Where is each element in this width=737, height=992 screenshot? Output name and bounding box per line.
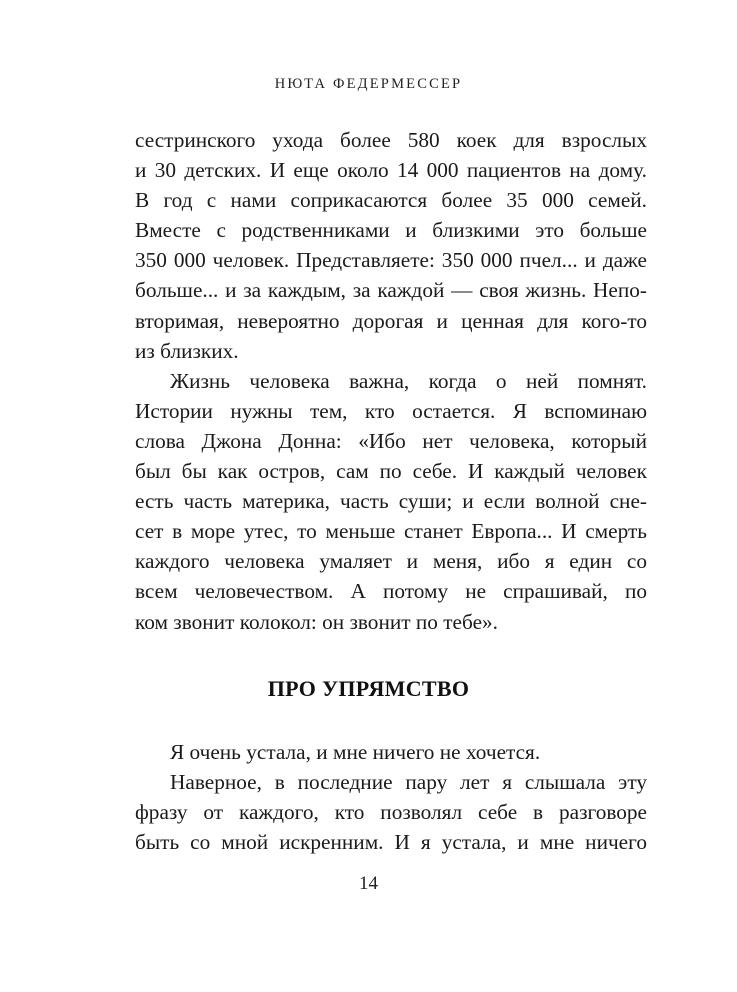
- text-line: больше... и за каждым, за каждой — своя жизнь. Непо-: [135, 278, 647, 303]
- text-line: есть часть материка, часть суши; и если волной сне-: [135, 489, 647, 514]
- text-line: Жизнь человека важна, когда о ней помнят.: [170, 368, 647, 393]
- text-line: 350 000 человек. Представляете: 350 000 пчел... и даже: [135, 248, 647, 273]
- text-line: каждого человека умаляет и меня, ибо я един со: [135, 549, 647, 574]
- text-line: быть со мной искренним. И я устала, и мне ничего: [135, 830, 647, 855]
- text-line: и 30 детских. И еще около 14 000 пациентов на дому.: [135, 158, 647, 183]
- text-line: Истории нужны тем, кто остается. Я вспоминаю: [135, 398, 647, 423]
- text-line: ком звонит колокол: он звонит по тебе».: [135, 609, 498, 634]
- text-line: фразу от каждого, кто позволял себе в разговоре: [135, 800, 647, 825]
- running-head: НЮТА ФЕДЕРМЕССЕР: [274, 76, 463, 92]
- body-text-top: [135, 125, 647, 637]
- text-line: был бы как остров, сам по себе. И каждый человек: [135, 459, 647, 484]
- body-text-bottom: [135, 737, 647, 857]
- text-line: из близких.: [135, 338, 239, 363]
- text-line: Я очень устала, и мне ничего не хочется.: [170, 740, 541, 764]
- text-line: сет в море утес, то меньше станет Европа... И смерть: [135, 519, 647, 544]
- text-line: В год с нами соприкасаются более 35 000 семей.: [135, 188, 647, 213]
- text-line: вторимая, невероятно дорогая и ценная для кого-то: [135, 308, 647, 333]
- text-line: Вместе с родственниками и близкими это больше: [135, 218, 647, 243]
- page-number: 14: [359, 873, 378, 894]
- text-line: Наверное, в последние пару лет я слышала эту: [170, 770, 647, 795]
- text-line: слова Джона Донна: «Ибо нет человека, который: [135, 428, 647, 453]
- text-line: всем человечеством. А потому не спрашивай, по: [135, 579, 647, 604]
- text-line: сестринского ухода более 580 коек для взрослых: [135, 128, 647, 152]
- section-heading: ПРО УПРЯМСТВО: [267, 676, 470, 701]
